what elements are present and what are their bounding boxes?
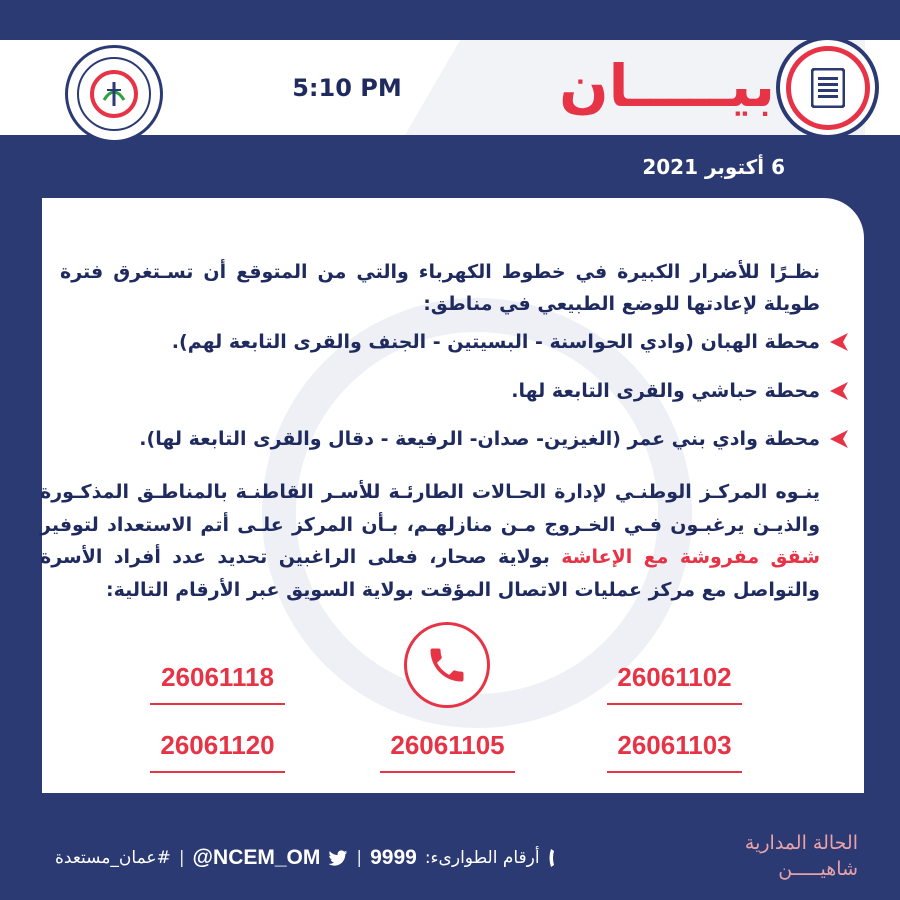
emergency-label: أرقام الطوارىء: [424,848,540,868]
notice-paragraph: ينـوه المركـز الوطنـي لإدارة الحـالات الطارئـة للأسـر القاطنـة بالمناطـق المذكـورة والذيـن يرغبـون فـي الخـروج مـن منازلهـم، بـأن المركز علـى أتم الاستعداد لتوفير شقق مفروشة مع الإعاشة بولاية صحار، فعلى الراغبين تحديد عدد أفراد الأسرة والتواصل مع مركز عمليات الاتصال المؤقت بولاية السويق عبر الأرقام التالية: [40,481,821,601]
case-label-block [745,830,858,882]
phone-badge [404,622,490,708]
page-title: بيـــــان [559,52,775,120]
highlight-apartments: شقق مفروشة مع الإعاشة [561,546,821,568]
list-item: محطة الهبان (وادي الحواسنة - البسيتين - الجنف والقرى التابعة لهم). [60,331,850,353]
content-card [42,198,864,793]
statement-date: 6 أكتوبر 2021 [642,155,785,179]
ncem-logo [65,45,163,143]
bullet-arrow-icon [828,428,850,450]
phone-number[interactable]: 26061105 [380,730,515,773]
emblem-icon [74,54,154,134]
divider: | [356,848,363,868]
phone-number[interactable]: 26061102 [607,662,742,705]
twitter-handle[interactable]: @NCEM_OM [192,846,321,869]
list-item: محطة وادي بني عمر (الغيزين- صدان- الرفيعة - دقال والقرى التابعة لها). [60,428,850,450]
case-name: شاهيـــــن [778,858,858,880]
case-label: الحالة المدارية [744,832,858,854]
phone-icon [425,643,469,687]
bullet-arrow-icon [828,331,850,353]
document-badge [780,40,875,135]
phone-number[interactable]: 26061103 [607,730,742,773]
intro-text: نظـرًا للأضرار الكبيرة في خطوط الكهرباء والتي من المتوقع أن تسـتغرق فترة طويلة لإعادتها للوضع الطبيعي في مناطق: [60,261,820,315]
phone-icon [548,847,562,869]
twitter-icon [328,850,348,867]
phone-number[interactable]: 26061120 [150,730,285,773]
bullet-arrow-icon [828,380,850,402]
time-label: 5:10 PM [272,40,422,135]
list-item: محطة حباشي والقرى التابعة لها. [60,380,850,402]
emergency-number[interactable]: 9999 [370,846,417,869]
divider: | [178,848,185,868]
footer-contacts [55,846,562,870]
document-icon [811,68,845,108]
hashtag[interactable]: #عمان_مستعدة [55,848,171,868]
phone-number[interactable]: 26061118 [150,662,285,705]
